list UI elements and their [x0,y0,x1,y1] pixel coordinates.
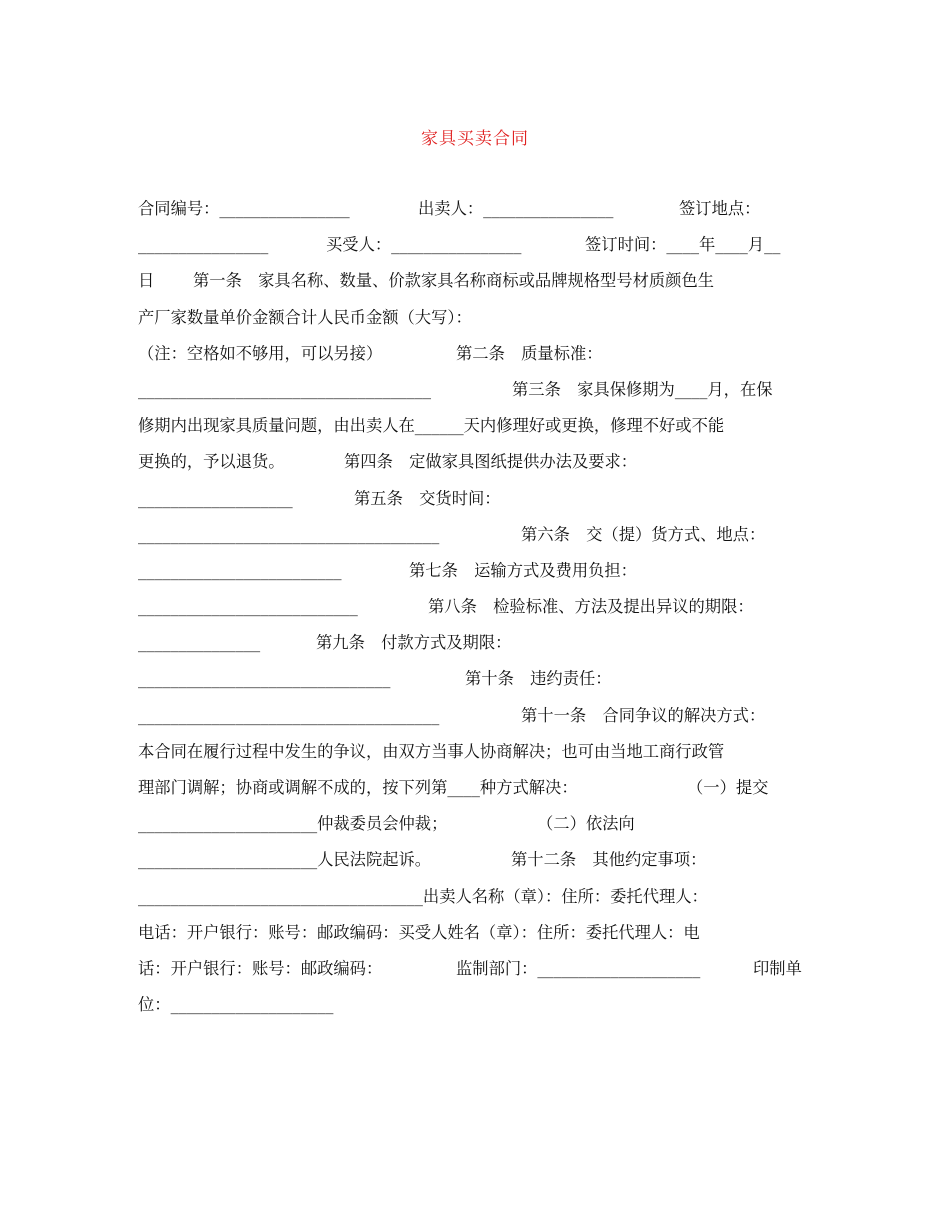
text-segment: 签订时间：____年____月__ [585,235,781,255]
text-segment: （注：空格如不够用，可以另接） [138,343,383,363]
text-segment: 签订地点： [679,199,761,218]
text-segment: 第十二条 其他约定事项： [511,850,707,870]
text-segment: ________________ [138,235,269,255]
text-line [138,444,810,480]
text-segment: 本合同在履行过程中发生的争议，由双方当事人协商解决；也可由当地工商行政管 [138,741,725,761]
text-segment: ____________________________________ [138,379,432,399]
contract-body [138,191,810,1023]
text-segment: 第七条 运输方式及费用负担： [409,560,637,580]
text-segment: 日 [138,271,155,291]
text-line [138,842,810,878]
text-segment: 第一条 家具名称、数量、价款家具名称商标或品牌规格型号材质颜色生 [193,271,715,291]
text-segment: ___________________ [138,488,293,508]
text-segment: 产厂家数量单价金额合计人民币金额（大写）： [138,307,472,327]
text-line [138,227,810,263]
text-segment: 第三条 家具保修期为____月，在保 [512,379,773,399]
text-line [138,481,810,517]
text-line [138,698,810,734]
text-line [138,517,810,553]
text-segment: 第四条 定做家具图纸提供办法及要求： [344,452,638,472]
text-segment: _____________________________________ [138,705,440,725]
text-segment: ______________________仲裁委员会仲裁； [138,814,448,834]
document-title: 家具买卖合同 [421,129,529,149]
text-segment: 第十条 违约责任： [465,669,612,689]
text-segment: ___________________________ [138,597,358,617]
text-segment: 第二条 质量标准： [456,343,603,363]
text-line [138,879,810,915]
text-line [138,263,810,299]
text-segment: ___________________________________出卖人名称（章）：住所：委托代理人： [138,886,708,906]
text-segment: 印制单 [753,958,802,978]
text-line [138,770,810,806]
text-segment: 第五条 交货时间： [354,488,501,508]
text-segment: _____________________________________ [138,524,440,544]
text-segment: 第八条 检验标准、方法及提出异议的期限： [428,597,754,617]
text-line [138,372,810,408]
text-segment: 第九条 付款方式及期限： [316,633,512,653]
text-segment: 合同编号：________________ [138,199,350,218]
text-segment: _______________________________ [138,669,391,689]
text-segment: ______________________人民法院起诉。 [138,850,432,870]
text-segment: 出卖人：________________ [418,199,614,218]
text-segment: 买受人：________________ [326,235,522,255]
text-segment: （二）依法向 [537,814,635,834]
text-segment: （一）提交 [687,778,769,797]
text-line [138,553,810,589]
text-line [138,191,810,227]
text-segment: 监制部门：____________________ [456,958,701,978]
text-line [138,300,810,336]
text-line [138,408,810,444]
text-line [138,661,810,697]
text-segment: 理部门调解；协商或调解不成的，按下列第____种方式解决： [138,778,578,797]
text-segment: 第六条 交（提）货方式、地点： [521,524,766,544]
text-line [138,625,810,661]
text-line [138,951,810,987]
text-segment: 位：____________________ [138,995,334,1015]
text-line [138,589,810,625]
text-segment: 修期内出现家具质量问题，由出卖人在______天内修理好或更换，修理不好或不能 [138,416,725,436]
text-line [138,336,810,372]
text-segment: 电话：开户银行：账号：邮政编码：买受人姓名（章）：住所：委托代理人：电 [138,922,700,942]
text-line [138,734,810,770]
text-segment: 话：开户银行：账号：邮政编码： [138,958,383,978]
text-segment: 第十一条 合同争议的解决方式： [521,705,766,725]
text-segment: 更换的，予以退货。 [138,452,285,472]
text-segment: _________________________ [138,560,342,580]
text-line [138,806,810,842]
text-segment: _______________ [138,633,261,653]
text-line [138,987,810,1023]
text-line [138,915,810,951]
